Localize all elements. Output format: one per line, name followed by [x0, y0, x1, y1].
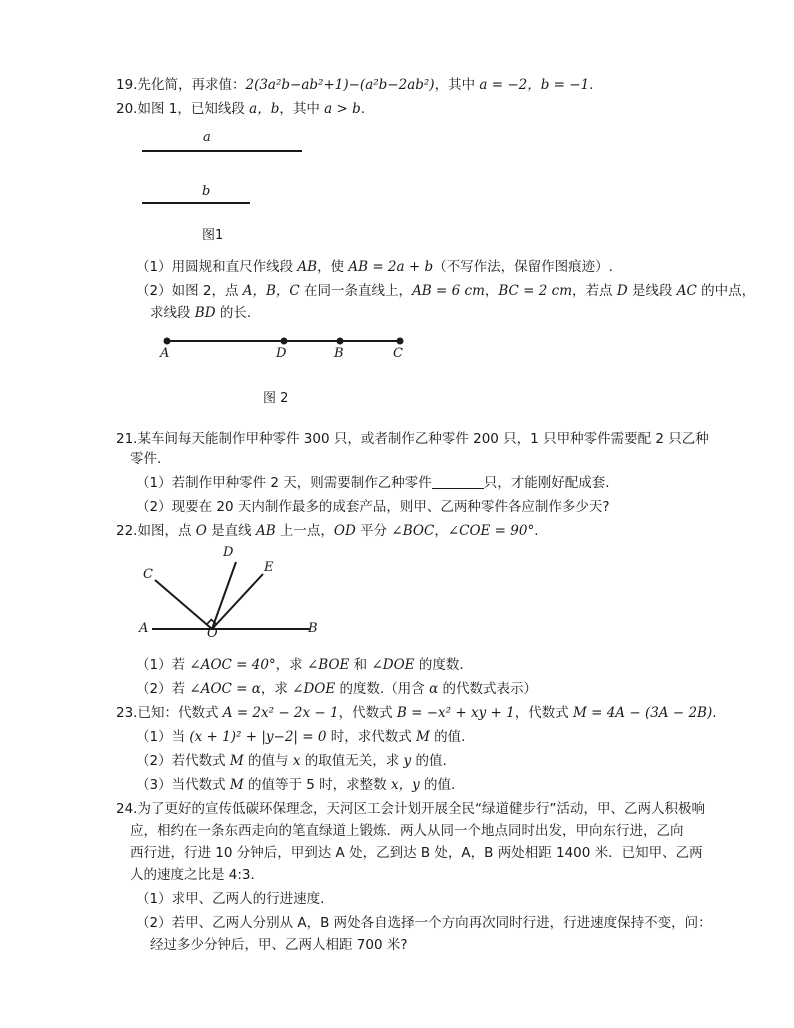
- q23-end: .: [712, 705, 717, 721]
- q24-part2-line1: （2）若甲、乙两人分别从 A，B 两处各自选择一个方向再次同时行进，行进速度保持不变，问：: [136, 915, 712, 931]
- q22-p1-text: （1）若: [136, 657, 190, 673]
- point-d-label: D: [276, 346, 287, 361]
- q23-expr-m: M = 4A − (3A − 2B): [573, 705, 713, 721]
- q20-p2-l2-post: 的长.: [215, 305, 252, 321]
- segment-b-label: b: [202, 184, 211, 199]
- q22-mid2: 上一点，: [275, 523, 334, 539]
- q19-expression: 2(3a²b−ab²+1)−(a²b−2ab²): [245, 77, 435, 93]
- q23-p3-text: （3）当代数式: [136, 777, 230, 793]
- q19-condition: a = −2，b = −1: [479, 77, 590, 93]
- figure-1-caption: 图1: [202, 228, 224, 243]
- q21-number: 21.: [116, 431, 138, 447]
- label-d: D: [223, 545, 234, 560]
- q20-p2-mid2: ，若点: [572, 283, 617, 299]
- q20-number: 20.: [116, 101, 138, 117]
- q23-p1-post: 的值.: [429, 729, 466, 745]
- q20-p2-d: D: [616, 283, 628, 299]
- q20-p1-post: （不写作法，保留作图痕迹）.: [433, 259, 613, 275]
- label-b: B: [308, 621, 318, 636]
- q20-p1-text: （1）用圆规和直尺作线段: [136, 259, 298, 275]
- q22-coe: ∠COE = 90°: [447, 523, 535, 539]
- q20-p2-mid3: 是线段: [627, 283, 677, 299]
- q23-p2-post: 的值.: [411, 753, 447, 769]
- q22-p2-text: （2）若: [136, 681, 190, 697]
- q23-number: 23.: [116, 705, 138, 721]
- q22-p1-mid: ，求: [275, 657, 307, 673]
- segment-a-label: a: [203, 130, 211, 145]
- q19-text-mid: ，其中: [434, 77, 480, 93]
- q20-p2-text: （2）如图 2，点: [136, 283, 243, 299]
- q20-p2-bc: BC = 2 cm: [498, 283, 573, 299]
- q21-line2: 零件.: [130, 451, 162, 467]
- point-a-label: A: [160, 346, 170, 361]
- q20-vars: a，b: [249, 101, 280, 117]
- q22-text: 如图，点: [137, 523, 196, 539]
- q19-number: 19.: [116, 77, 138, 93]
- q22-p2-post: 的度数.（用含: [335, 681, 430, 697]
- q20-text: 如图 1，已知线段: [137, 101, 250, 117]
- q22-ab: AB: [255, 523, 276, 539]
- ray-od: [212, 562, 236, 629]
- point-b-label: B: [334, 346, 344, 361]
- q20-p2-l2-text: 求线段: [150, 305, 195, 321]
- q22-p2-alpha: α: [429, 681, 439, 697]
- q22-o: O: [195, 523, 207, 539]
- q22-part1: [136, 656, 464, 674]
- q22-p2-mid: ，求: [260, 681, 293, 697]
- q23-p3-post: 的值.: [419, 777, 456, 793]
- q24-part1: （1）求甲、乙两人的行进速度.: [136, 891, 325, 907]
- q23-p2-x: x: [292, 753, 301, 769]
- q23-p2-mid: 的值与: [243, 753, 293, 769]
- q20-condition: a > b: [324, 101, 361, 117]
- ray-oc: [155, 580, 212, 629]
- q23-p3-m: M: [229, 777, 244, 793]
- q24-line2: 应，相约在一条东西走向的笔直绿道上锻炼．两人从同一个地点同时出发，甲向东行进，乙向: [130, 823, 684, 839]
- q22-part2: [136, 680, 537, 698]
- q21-p1-post: 只，才能刚好配成套.: [483, 475, 610, 491]
- q24-part2-line2: 经过多少分钟后，甲、乙两人相距 700 米?: [150, 937, 408, 953]
- q24-text1: 为了更好的宣传低碳环保理念，天河区工会计划开展全民“绿道健步行”活动，甲、乙两人积极响: [137, 801, 705, 817]
- q20-p1-mid: ，使: [317, 259, 349, 275]
- q20-p2-points: A，B，C: [242, 283, 300, 299]
- q20-p2-bd: BD: [194, 305, 216, 321]
- q23-part2: [136, 752, 447, 770]
- q22-boc: ∠BOC: [391, 523, 435, 539]
- q23-line: [116, 704, 717, 722]
- q23-p2-y: y: [403, 753, 412, 769]
- label-e: E: [264, 560, 274, 575]
- q23-mid1: ，代数式: [338, 705, 397, 721]
- q24-line1: [116, 800, 705, 818]
- q20-p2-post: 的中点，: [696, 283, 756, 299]
- q23-p2-mid2: 的取值无关，求: [300, 753, 404, 769]
- q22-end: .: [534, 523, 539, 539]
- q23-p3-xy: x，y: [390, 777, 420, 793]
- q23-part3: [136, 776, 455, 794]
- q24-number: 24.: [116, 801, 138, 817]
- q23-p3-mid: 的值等于 5 时，求整数: [243, 777, 391, 793]
- q22-p2-end: 的代数式表示）: [438, 681, 538, 697]
- q23-p2-text: （2）若代数式: [136, 753, 230, 769]
- q23-p1-mid: 时，求代数式: [326, 729, 417, 745]
- q23-expr-a: A = 2x² − 2x − 1: [222, 705, 339, 721]
- q21-part2: （2）现要在 20 天内制作最多的成套产品，则甲、乙两种零件各应制作多少天?: [136, 499, 610, 515]
- q22-mid4: ，: [434, 523, 448, 539]
- q22-mid1: 是直线: [206, 523, 256, 539]
- q23-expr-b: B = −x² + xy + 1: [396, 705, 515, 721]
- q22-od: OD: [333, 523, 356, 539]
- q20-p2-ac: AC: [676, 283, 697, 299]
- q19-text: 先化简，再求值：: [137, 77, 246, 93]
- q22-p2-doe: ∠DOE: [292, 681, 336, 697]
- q24-line4: 人的速度之比是 4:3．: [130, 867, 265, 883]
- q21-text: 某车间每天能制作甲种零件 300 只，或者制作乙种零件 200 只，1 只甲种零件需要配 2 只乙种: [137, 431, 709, 447]
- q22-p1-boe: ∠BOE: [306, 657, 350, 673]
- label-o: O: [207, 626, 218, 641]
- label-c: C: [143, 567, 153, 582]
- q23-p1-cond: (x + 1)² + |y−2| = 0: [189, 729, 327, 745]
- q22-number: 22.: [116, 523, 138, 539]
- figure-2-caption: 图 2: [263, 391, 289, 406]
- q22-p1-doe: ∠DOE: [371, 657, 415, 673]
- q20-p1-math: AB: [297, 259, 318, 275]
- q24-line3: 西行进，行进 10 分钟后，甲到达 A 处，乙到达 B 处，A，B 两处相距 1400 米．已知甲、乙两: [130, 845, 703, 861]
- label-a: A: [139, 621, 149, 636]
- q20-text-mid: ，其中: [279, 101, 325, 117]
- point-c-label: C: [393, 346, 403, 361]
- q23-mid2: ，代数式: [514, 705, 573, 721]
- q20-p2-ab: AB = 6 cm: [412, 283, 485, 299]
- q22-p1-and: 和: [349, 657, 372, 673]
- q19-end: .: [589, 77, 594, 93]
- q22-p1-aoc: ∠AOC = 40°: [189, 657, 276, 673]
- q23-p1-text: （1）当: [136, 729, 190, 745]
- q20-end: .: [360, 101, 366, 117]
- q23-p1-m: M: [416, 729, 430, 745]
- ray-oe: [212, 574, 263, 629]
- q23-text: 已知：代数式: [137, 705, 223, 721]
- q21-p1-text: （1）若制作甲种零件 2 天，则需要制作乙种零件: [136, 475, 432, 491]
- q23-part1: [136, 728, 465, 746]
- q20-p2-mid: 在同一条直线上，: [299, 283, 413, 299]
- q22-p1-post: 的度数.: [414, 657, 464, 673]
- q23-p2-m: M: [229, 753, 244, 769]
- q22-mid3: 平分: [355, 523, 392, 539]
- q20-p1-math2: AB = 2a + b: [348, 259, 434, 275]
- q20-p2-sep: ，: [484, 283, 499, 299]
- q22-p2-aoc: ∠AOC = α: [189, 681, 261, 697]
